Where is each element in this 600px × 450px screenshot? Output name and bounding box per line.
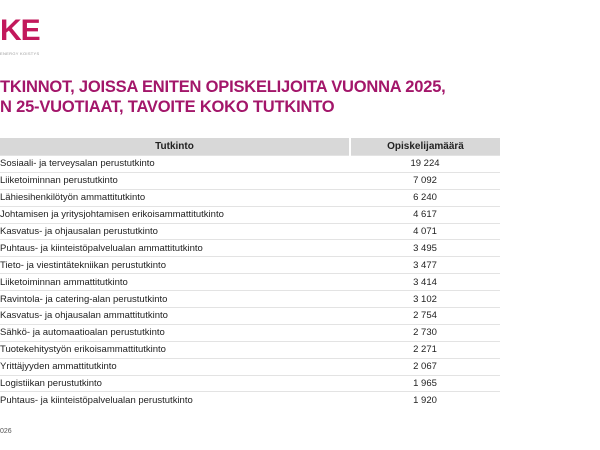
table-row: [0, 172, 500, 189]
qualification-name: Johtamisen ja yritysjohtamisen erikoisammattitutkinto: [0, 206, 350, 223]
qualification-name: Logistiikan perustutkinto: [0, 375, 350, 392]
table-row: [0, 308, 500, 325]
student-count: 6 240: [350, 189, 500, 206]
table-row: [0, 240, 500, 257]
student-count: 7 092: [350, 172, 500, 189]
table-row: [0, 274, 500, 291]
page-title: [0, 77, 600, 117]
student-count: 2 271: [350, 341, 500, 358]
qualification-name: Liiketoiminnan ammattitutkinto: [0, 274, 350, 291]
student-count: 4 071: [350, 223, 500, 240]
student-count: 4 617: [350, 206, 500, 223]
table-row: [0, 189, 500, 206]
qualification-name: Kasvatus- ja ohjausalan ammattitutkinto: [0, 308, 350, 325]
table-row: [0, 392, 500, 408]
table-row: [0, 291, 500, 308]
table-row: [0, 206, 500, 223]
qualification-name: Sosiaali- ja terveysalan perustutkinto: [0, 156, 350, 173]
title-line-1: TKINNOT, JOISSA ENITEN OPISKELIJOITA VUONNA 2025,: [0, 78, 446, 96]
table-row: [0, 223, 500, 240]
column-header-qualification: Tutkinto: [0, 138, 350, 156]
column-header-student-count: Opiskelijamäärä: [350, 138, 500, 156]
qualification-name: Yrittäjyyden ammattitutkinto: [0, 358, 350, 375]
student-count: 3 477: [350, 257, 500, 274]
student-count: 3 102: [350, 291, 500, 308]
table-row: [0, 375, 500, 392]
student-count: 3 495: [350, 240, 500, 257]
table-row: [0, 358, 500, 375]
student-count: 2 730: [350, 324, 500, 341]
qualification-name: Tieto- ja viestintätekniikan perustutkinto: [0, 257, 350, 274]
student-count: 3 414: [350, 274, 500, 291]
qualification-name: Puhtaus- ja kiinteistöpalvelualan ammattitutkinto: [0, 240, 350, 257]
student-count: 2 754: [350, 308, 500, 325]
brand-logo: KE: [0, 14, 40, 47]
brand-tagline: ENERGY KOISTYS: [0, 51, 40, 56]
student-count: 2 067: [350, 358, 500, 375]
qualification-name: Ravintola- ja catering-alan perustutkinto: [0, 291, 350, 308]
title-line-2: N 25-VUOTIAAT, TAVOITE KOKO TUTKINTO: [0, 98, 335, 116]
student-count: 1 965: [350, 375, 500, 392]
table-row: [0, 156, 500, 173]
student-count: 1 920: [350, 392, 500, 408]
qualification-name: Liiketoiminnan perustutkinto: [0, 172, 350, 189]
table-row: [0, 341, 500, 358]
footer-date: 026: [0, 428, 12, 435]
table-header-row: [0, 138, 500, 156]
table-row: [0, 324, 500, 341]
qualification-name: Sähkö- ja automaatioalan perustutkinto: [0, 324, 350, 341]
student-count: 19 224: [350, 156, 500, 173]
qualifications-table: [0, 138, 500, 408]
qualification-name: Puhtaus- ja kiinteistöpalvelualan perustutkinto: [0, 392, 350, 408]
qualification-name: Tuotekehitystyön erikoisammattitutkinto: [0, 341, 350, 358]
qualification-name: Kasvatus- ja ohjausalan perustutkinto: [0, 223, 350, 240]
qualification-name: Lähiesihenkilötyön ammattitutkinto: [0, 189, 350, 206]
table-row: [0, 257, 500, 274]
